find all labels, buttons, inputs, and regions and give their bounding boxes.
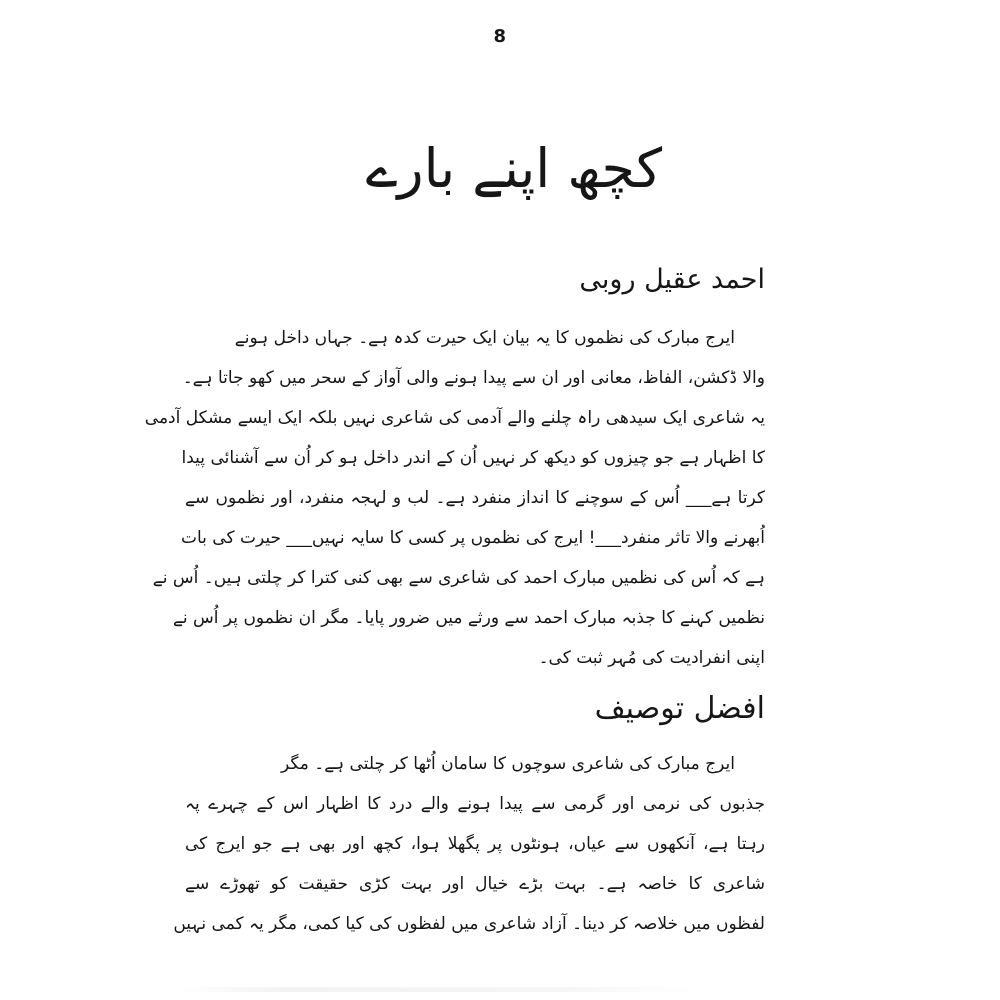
paragraph-afzal-tauseef (173, 744, 765, 944)
text-line: یہ شاعری ایک سیدھی راہ چلنے والے آدمی کی شاعری نہیں بلکہ ایک ایسے مشکل آدمی (144, 408, 765, 429)
text-line: ہے کہ اُس کی نظمیں مبارک احمد کی شاعری سے بھی کنی کترا کر چلتی ہیں۔ اُس نے (152, 568, 765, 589)
chapter-title: کچھ اپنے بارے (365, 137, 663, 200)
text-line: اُبھرنے والا تاثر منفرد___! ایرج کی نظموں پر کسی کا سایہ نہیں___ حیرت کی بات (180, 528, 765, 549)
text-line: رہتا ہے، آنکھوں سے عیاں، ہونٹوں پر پگھلا ہوا، کچھ اور بھی ہے جو ایرج کی (185, 834, 765, 855)
text-line: ایرج مبارک کی نظموں کا یہ بیان ایک حیرت کدہ ہے۔ جہاں داخل ہونے (234, 328, 735, 349)
text-column (144, 135, 765, 944)
section-heading-afzal-tauseef: افضل توصیف (594, 691, 765, 727)
paragraph-ahmad-aqeel-rubi (144, 318, 765, 678)
text-line: لفظوں میں خلاصہ کر دینا۔ آزاد شاعری میں لفظوں کی کیا کمی، مگر یہ کمی نہیں (173, 914, 765, 935)
page-number: 8 (493, 26, 507, 47)
scan-artifact (180, 987, 700, 992)
text-line: والا ڈکشن، الفاظ، معانی اور ان سے پیدا ہونے والی آواز کے سحر میں کھو جاتا ہے۔ (182, 368, 765, 389)
text-line: جذبوں کی نرمی اور گرمی سے پیدا ہونے والے درد کا اظہار اس کے چہرے پہ (185, 794, 765, 815)
section-heading-ahmad-aqeel-rubi: احمد عقیل روبی (579, 263, 765, 295)
text-line: اپنی انفرادیت کی مُہر ثبت کی۔ (538, 648, 765, 669)
text-line: شاعری کا خاصہ ہے۔ بہت بڑے خیال اور بہت کڑی حقیقت کو تھوڑے سے (185, 874, 765, 895)
text-line: کرتا ہے___ اُس کے سوچنے کا انداز منفرد ہے۔ لب و لہجہ منفرد، اور نظموں سے (185, 488, 765, 509)
text-line: نظمیں کہنے کا جذبہ مبارک احمد سے ورثے میں ضرور پایا۔ مگر ان نظموں پر اُس نے (172, 608, 765, 629)
text-line: ایرج مبارک کی شاعری سوچوں کا سامان اُٹھا کر چلتی ہے۔ مگر (280, 754, 735, 775)
text-line: کا اظہار ہے جو چیزوں کو دیکھ کر نہیں اُن کے اندر داخل ہو کر اُن سے آشنائی پیدا (181, 448, 765, 469)
